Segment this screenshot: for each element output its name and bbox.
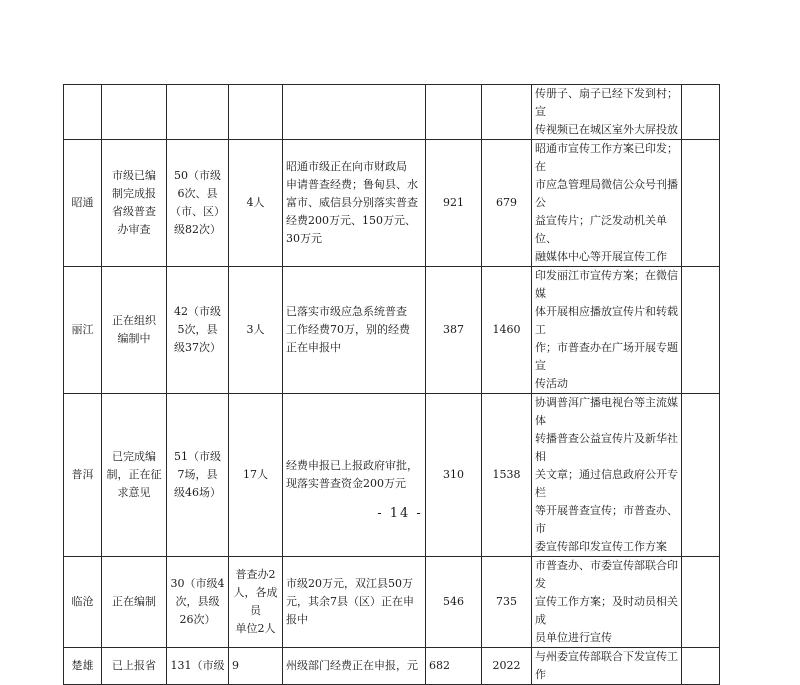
number-cell-b: 1460 [482,267,532,394]
funding-cell: 昭通市级正在向市财政局 申请普查经费；鲁甸县、水 富市、威信县分别落实普查 经费200万元、150万元、 30万元 [283,140,426,267]
plan-status-cell: 正在编制 [102,557,167,648]
remarks-cell [682,267,720,394]
funding-cell: 经费申报已上报政府审批， 现落实普查资金200万元 [283,394,426,557]
remarks-cell [682,394,720,557]
city-cell [64,85,102,140]
remarks-cell [682,648,720,685]
city-cell: 楚雄 [64,648,102,685]
city-cell: 普洱 [64,394,102,557]
table-row [64,85,720,140]
table-row [64,140,720,267]
publicity-cell: 印发丽江市宣传方案；在微信媒 体开展相应播放宣传片和转载工 作；市普查办在广场开展专题宣 传活动 [532,267,682,394]
city-cell: 昭通 [64,140,102,267]
plan-status-cell: 已上报省 [102,648,167,685]
training-count-cell: 50（市级 6次、县 （市、区） 级82次） [167,140,229,267]
funding-cell: 州级部门经费正在申报，元 [283,648,426,685]
plan-status-cell: 市级已编 制完成报 省级普查 办审查 [102,140,167,267]
training-count-cell: 51（市级 7场，县 级46场） [167,394,229,557]
publicity-cell: 传册子、扇子已经下发到村；宣 传视频已在城区室外大屏投放 [532,85,682,140]
table-row [64,648,720,685]
staff-cell: 3人 [229,267,283,394]
number-cell-a: 310 [426,394,482,557]
number-cell-a: 682 [426,648,482,685]
table-row [64,557,720,648]
report-table [63,84,720,685]
training-count-cell: 131（市级 [167,648,229,685]
staff-cell: 4人 [229,140,283,267]
number-cell-a [426,85,482,140]
city-cell: 临沧 [64,557,102,648]
training-count-cell: 30（市级4 次，县级 26次） [167,557,229,648]
publicity-cell: 与州委宣传部联合下发宣传工作 [532,648,682,685]
remarks-cell [682,557,720,648]
number-cell-b: 735 [482,557,532,648]
staff-cell: 普查办2 人，各成员 单位2人 [229,557,283,648]
number-cell-b [482,85,532,140]
table-row [64,394,720,557]
plan-status-cell: 已完成编 制，正在征 求意见 [102,394,167,557]
number-cell-a: 546 [426,557,482,648]
plan-status-cell [102,85,167,140]
funding-cell [283,85,426,140]
staff-cell: 17人 [229,394,283,557]
remarks-cell [682,85,720,140]
staff-cell: 9 [229,648,283,685]
remarks-cell [682,140,720,267]
number-cell-a: 387 [426,267,482,394]
training-count-cell [167,85,229,140]
page-number: - 14 - [377,506,423,521]
funding-cell: 市级20万元，双江县50万 元，其余7县（区）正在申 报中 [283,557,426,648]
publicity-cell: 协调普洱广播电视台等主流媒体 转播普查公益宣传片及新华社相 关文章；通过信息政府公开专栏 等开展普查宣传；市普查办、市 委宣传部印发宣传工作方案 [532,394,682,557]
number-cell-b: 2022 [482,648,532,685]
funding-cell: 已落实市级应急系统普查 工作经费70万，别的经费 正在申报中 [283,267,426,394]
city-cell: 丽江 [64,267,102,394]
number-cell-b: 679 [482,140,532,267]
table-row [64,267,720,394]
training-count-cell: 42（市级 5次，县 级37次） [167,267,229,394]
publicity-cell: 市普查办、市委宣传部联合印发 宣传工作方案；及时动员相关成 员单位进行宣传 [532,557,682,648]
number-cell-b: 1538 [482,394,532,557]
plan-status-cell: 正在组织 编制中 [102,267,167,394]
staff-cell [229,85,283,140]
publicity-cell: 昭通市宣传工作方案已印发；在 市应急管理局微信公众号刊播公 益宣传片；广泛发动机关单位、 融媒体中心等开展宣传工作 [532,140,682,267]
number-cell-a: 921 [426,140,482,267]
